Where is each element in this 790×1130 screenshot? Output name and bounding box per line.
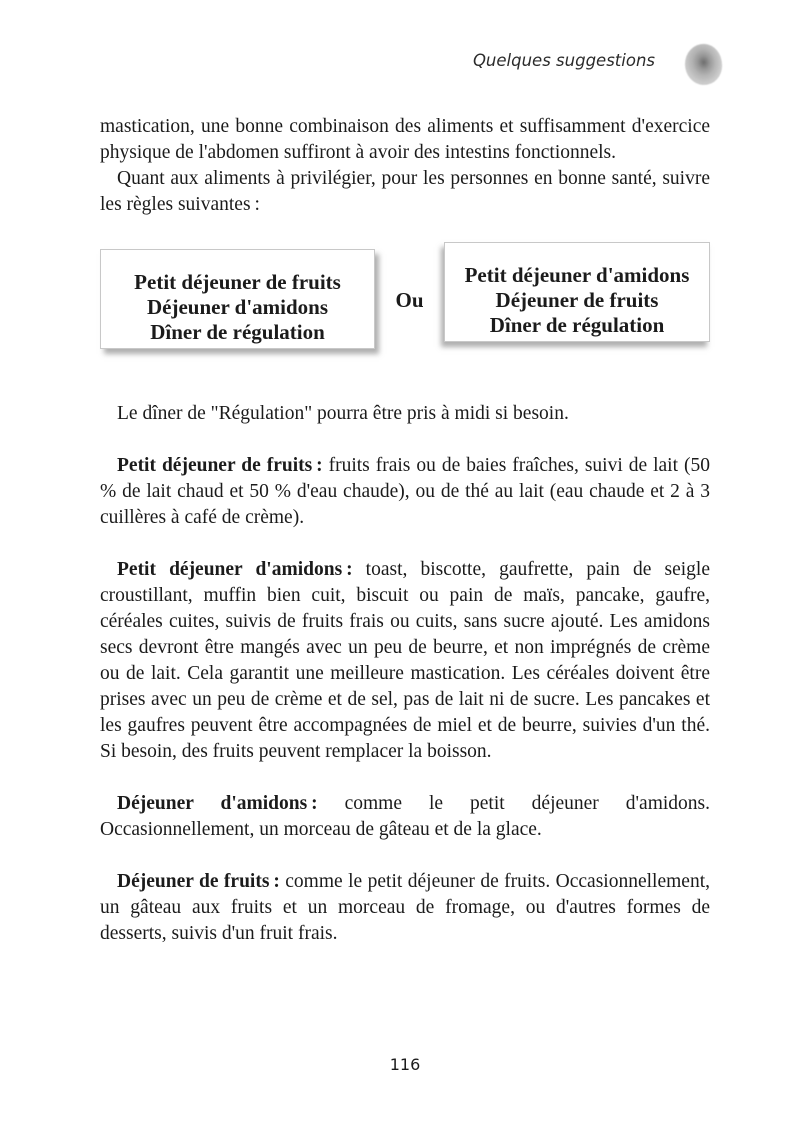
paragraph-text: comme le petit déjeuner de fruits. Occasionnellement, un gâteau aux fruits et un morceau de fromage, ou d'autres formes de desserts, suivis d'un fruit frais. xyxy=(100,871,710,944)
menu-box-line: Petit déjeuner de fruits xyxy=(134,270,341,294)
paragraph-text: comme le petit déjeuner d'amidons. Occasionnellement, un morceau de gâteau et de la glace. xyxy=(100,793,710,840)
page-number: 116 xyxy=(389,1055,421,1074)
paragraph-intro xyxy=(100,166,710,218)
paragraph-petit-dejeuner-fruits xyxy=(100,453,710,531)
paragraph-lead: Déjeuner d'amidons : xyxy=(117,793,318,814)
paragraph-text: toast, biscotte, gaufrette, pain de seigle croustillant, muffin bien cuit, biscuit ou pain de maïs, pancake, gaufre, céréales cuites, suivis de fruits frais ou cuits, sans sucre ajouté. Les amidons secs devront être mangés avec un peu de beurre, et non imprégnés de crème ou de lait. Cela garantit une meilleure mastication. Les céréales doivent être prises avec un peu de crème et de sel, pas de lait ni de sucre. Les pancakes et les gaufres peuvent être accompagnées de miel et de beurre, suivies d'un thé. Si besoin, des fruits peuvent remplacer la boisson. xyxy=(100,559,710,762)
menu-box-option-1 xyxy=(100,249,375,349)
running-header xyxy=(100,51,655,70)
paragraph-text: fruits frais ou de baies fraîches, suivi de lait (50 % de lait chaud et 50 % d'eau chaude), ou de thé au lait (eau chaude et 2 à 3 cuillères à café de crème). xyxy=(100,455,710,528)
paragraph-text: Le dîner de "Régulation" pourra être pris à midi si besoin. xyxy=(117,403,569,424)
or-separator: Ou xyxy=(395,288,424,312)
menu-options-row xyxy=(100,242,710,347)
menu-box-line: Petit déjeuner d'amidons xyxy=(464,263,690,287)
paragraph-dejeuner-amidons xyxy=(100,791,710,843)
paragraph-lead: Déjeuner de fruits : xyxy=(117,871,280,892)
menu-box-option-2 xyxy=(444,242,710,342)
page-body xyxy=(100,114,710,947)
paragraph-petit-dejeuner-amidons xyxy=(100,557,710,765)
menu-box-line: Déjeuner d'amidons xyxy=(146,295,329,319)
running-title: Quelques suggestions xyxy=(472,51,655,70)
page-footer xyxy=(100,1055,710,1075)
paragraph-dejeuner-fruits xyxy=(100,869,710,947)
paragraph-continuation xyxy=(100,114,710,166)
paragraph-regulation-note xyxy=(100,401,710,427)
paragraph-lead: Petit déjeuner de fruits : xyxy=(117,455,323,476)
fruit-ornament-icon xyxy=(682,41,726,88)
menu-box-line: Dîner de régulation xyxy=(489,313,665,337)
menu-box-line: Dîner de régulation xyxy=(150,320,325,344)
paragraph-text: mastication, une bonne combinaison des aliments et suffisamment d'exercice physique de l'abdomen suffiront à avoir des intestins fonctionnels. xyxy=(100,116,710,163)
paragraph-text: Quant aux aliments à privilégier, pour les personnes en bonne santé, suivre les règles suivantes : xyxy=(100,168,710,215)
menu-box-line: Déjeuner de fruits xyxy=(495,288,659,312)
paragraph-lead: Petit déjeuner d'amidons : xyxy=(117,559,353,580)
